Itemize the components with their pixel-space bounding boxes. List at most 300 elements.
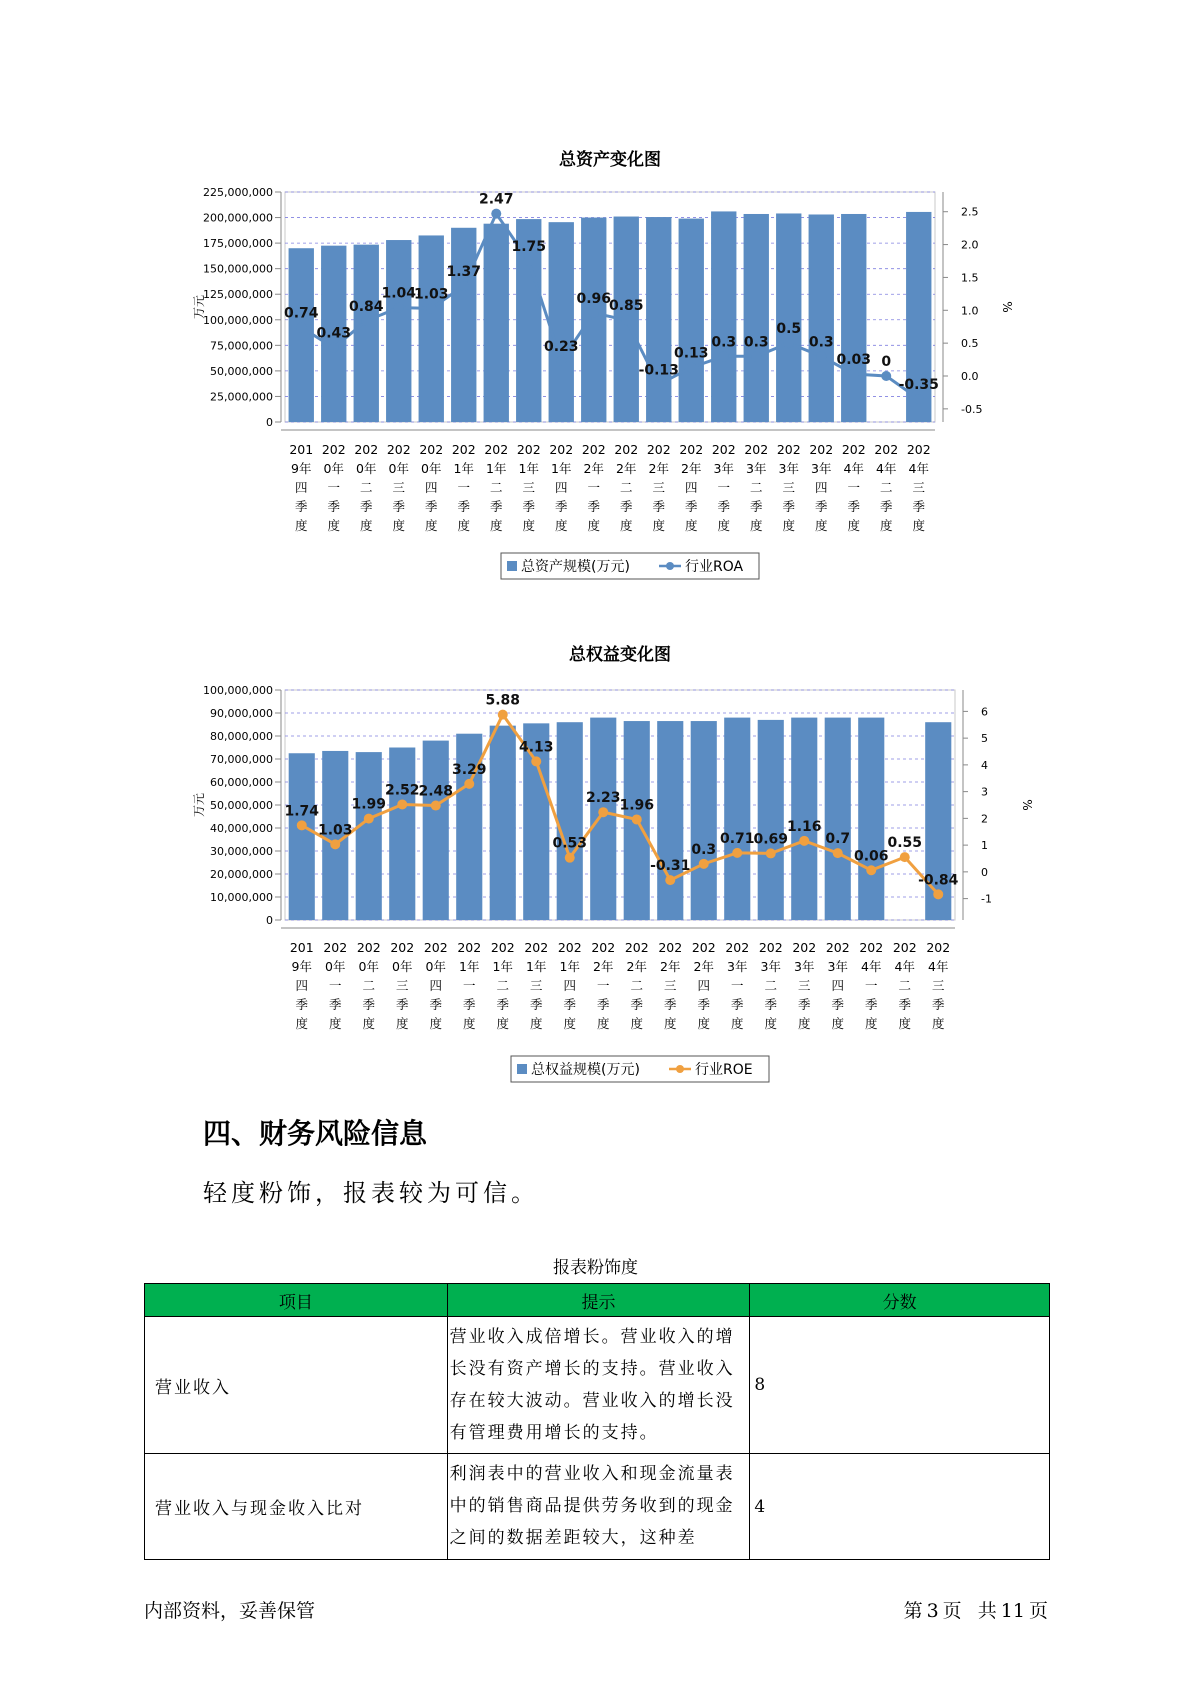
x-tick-label: 四 [554,480,568,495]
data-label: 2.52 [384,782,420,799]
line-point [498,710,508,720]
x-tick-label: 202 [892,940,917,955]
y2-tick-label: 2.0 [961,238,979,252]
line-point [914,394,924,404]
x-tick-label: 1年 [526,959,547,974]
total-equity-chart-svg [0,640,1191,1100]
x-tick-label: 一 [462,978,476,993]
x-tick-label: 季 [554,499,568,514]
x-tick-label: 季 [730,997,744,1012]
x-tick-label: 度 [697,1016,711,1031]
y-tick-label: 80,000,000 [210,730,273,743]
x-tick-label: 二 [898,978,912,993]
line-point [799,836,809,846]
x-tick-label: 四 [814,480,828,495]
x-tick-label: 2年 [583,461,604,476]
y-tick-label: 225,000,000 [203,186,273,199]
data-label: 0.5 [776,321,802,338]
x-tick-label: 度 [457,518,471,533]
data-label: 1.75 [511,239,547,255]
x-tick-label: 度 [563,1016,577,1031]
y-tick-label: 125,000,000 [203,288,273,302]
x-tick-label: 度 [864,1016,878,1031]
line-point [589,308,599,318]
line-point [464,779,474,789]
x-tick-label: 三 [912,480,926,495]
y-tick-label: 30,000,000 [210,845,273,858]
x-tick-label: 季 [814,499,828,514]
x-tick-label: 4年 [928,959,949,974]
y2-tick-label: 5 [981,732,988,746]
x-tick-label: 季 [797,997,811,1012]
x-tick-label: 一 [864,978,878,993]
x-tick-label: 季 [362,997,376,1012]
x-tick-label: 四 [429,978,443,993]
x-tick-label: 度 [912,518,926,533]
y2-tick-label: 2 [981,812,988,826]
x-tick-label: 202 [321,442,346,457]
x-tick-label: 季 [429,997,443,1012]
y2-tick-label: -1 [981,892,992,906]
x-tick-label: 度 [522,518,536,533]
bar [776,213,801,422]
x-tick-label: 四 [563,978,577,993]
x-tick-label: 202 [841,442,866,457]
x-tick-label: 3年 [746,461,767,476]
line-point [933,889,943,899]
x-tick-label: 二 [630,978,644,993]
y-tick-label: 200,000,000 [203,211,273,225]
x-tick-label: 202 [691,940,716,955]
line-point [849,369,859,379]
data-label: 1.74 [284,803,320,820]
data-label: 0.3 [808,334,834,351]
x-tick-label: 三 [663,978,677,993]
x-tick-label: 三 [797,978,811,993]
line-point [881,371,891,381]
x-tick-label: 季 [563,997,577,1012]
data-label: 1.04 [381,285,417,302]
x-tick-label: 9年 [291,959,312,974]
line-point [766,848,776,858]
data-label: 1.96 [619,797,655,814]
line-point [816,351,826,361]
x-tick-label: 1年 [459,959,480,974]
bar [858,718,884,920]
bar [581,218,606,422]
bar [289,248,314,422]
x-tick-label: 度 [328,1016,342,1031]
line-point [565,853,575,863]
legend-label: 行业ROE [695,1062,753,1078]
x-tick-label: 202 [386,442,411,457]
line-point [621,315,631,325]
data-label: 2.47 [478,191,514,208]
data-label: 0.7 [825,831,851,848]
x-tick-label: 季 [462,997,476,1012]
x-tick-label: 3年 [794,959,815,974]
y-tick-label: 175,000,000 [203,237,273,251]
x-tick-label: 0年 [392,959,413,974]
x-tick-label: 一 [717,480,731,495]
x-tick-label: 4年 [843,461,864,476]
x-tick-label: 季 [489,499,503,514]
x-tick-label: 二 [764,978,778,993]
x-tick-label: 2年 [626,959,647,974]
y-tick-label: 60,000,000 [210,776,273,789]
x-tick-label: 季 [663,997,677,1012]
header-tip: 提示 [447,1284,750,1317]
x-tick-label: 202 [356,940,381,955]
x-tick-label: 202 [679,442,704,457]
y2-tick-label: 2.5 [961,205,979,219]
x-tick-label: 202 [825,940,850,955]
x-tick-label: 度 [359,518,373,533]
total-suffix: 页 [1028,1600,1048,1622]
data-label: 1.03 [317,822,353,839]
x-tick-label: 度 [362,1016,376,1031]
x-tick-label: 季 [328,997,342,1012]
x-tick-label: 三 [931,978,945,993]
x-tick-label: 2年 [616,461,637,476]
table-caption: 报表粉饰度 [553,1258,638,1278]
x-tick-label: 度 [879,518,893,533]
x-tick-label: 0年 [325,959,346,974]
x-tick-label: 季 [898,997,912,1012]
line-point [364,814,374,824]
section-heading: 四、财务风险信息 [203,1117,428,1150]
line-point [329,343,339,353]
x-tick-label: 202 [776,442,801,457]
line-point [719,351,729,361]
bar [289,753,315,920]
total-assets-chart [0,140,1191,600]
total-equity-chart [0,640,1191,1100]
line-point [833,848,843,858]
y-tick-label: 50,000,000 [210,799,273,812]
x-tick-label: 度 [652,518,666,533]
bar [419,235,444,422]
bar [841,214,866,422]
data-label: 0.71 [719,830,755,847]
x-tick-label: 度 [782,518,796,533]
x-tick-label: 2年 [593,959,614,974]
bar [825,718,851,920]
legend-label: 行业ROA [685,559,744,575]
x-tick-label: 季 [630,997,644,1012]
x-tick-label: 季 [457,499,471,514]
risk-summary: 轻度粉饰，报表较为可信。 [203,1179,539,1207]
x-tick-label: 202 [874,442,899,457]
x-tick-label: 202 [549,442,574,457]
x-tick-label: 201 [289,940,314,955]
y-tick-label: 75,000,000 [210,339,273,353]
x-tick-label: 202 [557,940,582,955]
x-tick-label: 一 [730,978,744,993]
footer-page-info [902,1596,1050,1623]
x-tick-label: 202 [744,442,769,457]
x-tick-label: 季 [749,499,763,514]
total-assets-chart-svg [0,140,1191,600]
x-tick-label: 2年 [681,461,702,476]
x-tick-label: 季 [392,499,406,514]
chart-title: 总资产变化图 [559,150,661,170]
x-tick-label: 3年 [778,461,799,476]
data-label: -0.13 [638,362,679,379]
row-tip: 营业收入成倍增长。营业收入的增长没有资产增长的支持。营业收入存在较大波动。营业收入的增长没有管理费用增长的支持。 [447,1317,750,1454]
x-tick-label: 四 [295,978,309,993]
x-tick-label: 3年 [760,959,781,974]
x-tick-label: 度 [730,1016,744,1031]
x-tick-label: 季 [395,997,409,1012]
x-tick-label: 4年 [908,461,929,476]
legend [501,553,759,579]
x-tick-label: 202 [423,940,448,955]
x-tick-label: 季 [496,997,510,1012]
x-tick-label: 度 [424,518,438,533]
legend-bar-swatch [507,561,517,571]
x-tick-label: 季 [879,499,893,514]
x-tick-label: 202 [419,442,444,457]
bar [724,718,750,920]
bar [679,219,704,422]
x-tick-label: 二 [496,978,510,993]
x-tick-label: 202 [457,940,482,955]
row-tip: 利润表中的营业收入和现金流量表中的销售商品提供劳务收到的现金之间的数据差距较大，这种差 [449,1464,735,1548]
x-tick-label: 季 [652,499,666,514]
x-tick-label: 四 [831,978,845,993]
x-tick-label: 1年 [551,461,572,476]
line-point [531,756,541,766]
x-tick-label: 度 [749,518,763,533]
x-tick-label: 202 [809,442,834,457]
x-tick-label: 4年 [876,461,897,476]
data-label: 1.37 [446,263,482,280]
x-tick-label: 度 [898,1016,912,1031]
legend-label: 总权益规模(万元) [531,1062,640,1078]
y-tick-label: 100,000,000 [203,313,273,327]
x-tick-label: 0年 [421,461,442,476]
x-tick-label: 度 [554,518,568,533]
x-tick-label: 二 [879,480,893,495]
footer-note: 内部资料，妥善保管 [144,1600,316,1622]
line-point [296,322,306,332]
line-point [900,852,910,862]
row-score: 8 [750,1317,1050,1454]
data-label: 0.96 [576,290,612,307]
x-tick-label: 二 [749,480,763,495]
data-label: -0.84 [918,872,959,889]
x-tick-label: 202 [624,940,649,955]
x-tick-label: 度 [529,1016,543,1031]
line-point [751,351,761,361]
bar [657,721,683,920]
bar [386,240,411,422]
x-tick-label: 四 [424,480,438,495]
x-tick-label: 三 [522,480,536,495]
row-item: 营业收入 [145,1317,448,1454]
legend-bar-swatch [517,1064,527,1074]
line-point [784,338,794,348]
line-point [866,865,876,875]
data-label: 0.23 [543,338,579,355]
line-point [524,256,534,266]
x-tick-label: 度 [327,518,341,533]
page-suffix: 页 [942,1600,962,1622]
y2-tick-label: 0.5 [961,337,979,351]
x-tick-label: 度 [596,1016,610,1031]
data-label: 1.03 [413,286,449,303]
x-tick-label: 度 [462,1016,476,1031]
bar [490,726,516,920]
x-tick-label: 1年 [486,461,507,476]
x-tick-label: 季 [847,499,861,514]
y2-tick-label: 1.0 [961,304,979,318]
x-tick-label: 度 [931,1016,945,1031]
x-tick-label: 3年 [827,959,848,974]
x-tick-label: 二 [619,480,633,495]
x-tick-label: 季 [697,997,711,1012]
bar [646,217,671,422]
bar [423,741,449,920]
y2-tick-label: 6 [981,705,988,719]
x-tick-label: 0年 [358,959,379,974]
x-tick-label: 度 [587,518,601,533]
line-point [297,820,307,830]
table-row [145,1317,1050,1454]
x-tick-label: 季 [529,997,543,1012]
y2-tick-label: 1.5 [961,271,979,285]
x-tick-label: 202 [758,940,783,955]
x-tick-label: 202 [591,940,616,955]
bar [549,222,574,422]
y-tick-label: 10,000,000 [210,891,273,904]
x-tick-label: 1年 [559,959,580,974]
x-tick-label: 度 [847,518,861,533]
x-tick-label: 度 [717,518,731,533]
x-tick-label: 季 [912,499,926,514]
header-item: 项目 [145,1284,448,1317]
line-point [686,362,696,372]
bar [758,720,784,920]
x-tick-label: 季 [587,499,601,514]
x-tick-label: 202 [658,940,683,955]
x-tick-label: 季 [764,997,778,1012]
x-tick-label: 三 [529,978,543,993]
line-point [665,875,675,885]
y2-axis-title: % [1020,799,1034,811]
y-axis-title: 万元 [192,294,206,320]
total-pages: 11 [1000,1600,1025,1622]
x-tick-label: 度 [395,1016,409,1031]
x-tick-label: 四 [684,480,698,495]
x-tick-label: 9年 [291,461,312,476]
bar [557,722,583,920]
x-tick-label: 202 [323,940,348,955]
x-tick-label: 0年 [388,461,409,476]
data-label: 0.84 [348,298,384,315]
risk-table [144,1283,1050,1560]
x-tick-label: 一 [847,480,861,495]
data-label: 0.13 [673,345,709,362]
x-tick-label: 一 [328,978,342,993]
row-score: 4 [750,1454,1050,1560]
line-point [654,380,664,390]
x-tick-label: 季 [684,499,698,514]
x-tick-label: 一 [596,978,610,993]
y-axis-title: 万元 [192,792,206,818]
x-tick-label: 1年 [453,461,474,476]
data-label: 5.88 [485,692,521,709]
x-tick-label: 季 [327,499,341,514]
line-point [394,303,404,313]
x-tick-label: 度 [831,1016,845,1031]
y2-tick-label: 3 [981,785,988,799]
x-tick-label: 度 [684,518,698,533]
y-tick-label: 150,000,000 [203,262,273,276]
x-tick-label: 202 [490,940,515,955]
x-tick-label: 度 [797,1016,811,1031]
x-tick-label: 季 [831,997,845,1012]
x-tick-label: 202 [711,442,736,457]
y2-tick-label: 4 [981,758,988,772]
chart-title: 总权益变化图 [569,645,671,665]
bar [389,748,415,921]
bar [711,211,736,422]
data-label: 0.55 [887,835,923,852]
x-tick-label: 3年 [727,959,748,974]
x-tick-label: 2年 [693,959,714,974]
legend-line-marker [666,562,674,570]
line-point [598,807,608,817]
line-point [556,356,566,366]
x-tick-label: 度 [663,1016,677,1031]
x-tick-label: 季 [619,499,633,514]
x-tick-label: 三 [782,480,796,495]
x-tick-label: 四 [294,480,308,495]
data-label: 2.48 [418,783,454,800]
x-tick-label: 202 [614,442,639,457]
data-label: 4.13 [518,739,554,756]
x-tick-label: 4年 [861,959,882,974]
x-tick-label: 三 [652,480,666,495]
data-label: 0 [881,354,892,370]
line-point [732,848,742,858]
legend [511,1056,769,1082]
x-tick-label: 度 [295,1016,309,1031]
x-tick-label: 度 [814,518,828,533]
data-label: 0.3 [711,334,737,351]
x-tick-label: 季 [294,499,308,514]
line-point [632,814,642,824]
bar [744,214,769,422]
data-label: 3.29 [451,761,487,778]
x-tick-label: 季 [717,499,731,514]
row-item: 营业收入与现金收入比对 [145,1454,448,1560]
y-tick-label: 90,000,000 [210,707,273,720]
x-tick-label: 季 [359,499,373,514]
line-point [459,281,469,291]
x-tick-label: 202 [390,940,415,955]
x-tick-label: 度 [630,1016,644,1031]
data-label: 1.99 [351,796,387,813]
x-tick-label: 0年 [425,959,446,974]
data-label: 0.43 [316,325,352,342]
x-tick-label: 202 [484,442,509,457]
row-tip-cell [447,1454,750,1560]
x-tick-label: 202 [792,940,817,955]
x-tick-label: 度 [392,518,406,533]
